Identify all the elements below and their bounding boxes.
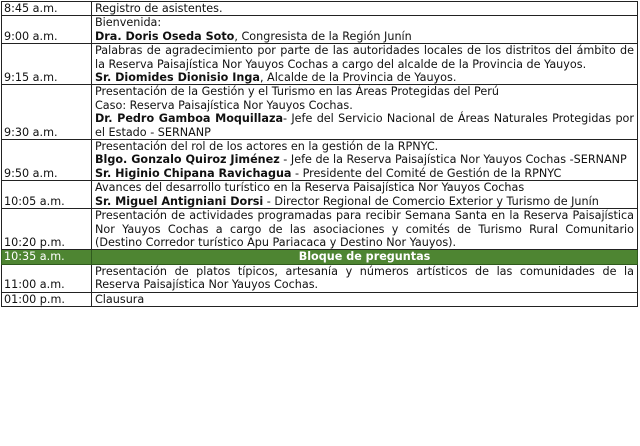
- activity-line: [95, 195, 634, 208]
- activity-cell: [92, 140, 638, 181]
- time-cell: 01:00 p.m.: [2, 292, 92, 306]
- activity-cell: [92, 209, 638, 250]
- speaker-name: Sr. Diomides Dionisio Inga: [95, 71, 260, 85]
- activity-line: [95, 209, 634, 249]
- schedule-row: [2, 140, 638, 181]
- speaker-name: Blgo. Gonzalo Quiroz Jiménez: [95, 153, 280, 167]
- activity-cell: [92, 2, 638, 16]
- speaker-name: Sr. Higinio Chipana Ravichagua: [95, 166, 292, 180]
- activity-line: [95, 71, 634, 84]
- activity-text: Caso: Reserva Paisajística Nor Yauyos Cochas.: [95, 98, 353, 112]
- activity-line: [95, 250, 634, 263]
- schedule-table: [1, 1, 638, 307]
- time-cell: 10:35 a.m.: [2, 250, 92, 264]
- activity-text: Bloque de preguntas: [298, 250, 431, 264]
- activity-cell: [92, 85, 638, 140]
- time-cell: 10:20 p.m.: [2, 209, 92, 250]
- activity-line: [95, 2, 634, 15]
- schedule-row: [2, 85, 638, 140]
- schedule-body: [2, 2, 638, 307]
- activity-cell: [92, 44, 638, 85]
- activity-line: [95, 99, 634, 112]
- activity-cell: [92, 16, 638, 44]
- activity-line: [95, 153, 634, 166]
- time-cell: 9:50 a.m.: [2, 140, 92, 181]
- activity-line: [95, 44, 634, 71]
- activity-text: Bienvenida:: [95, 16, 162, 30]
- activity-text: - Jefe de la Reserva Paisajística Nor Yauyos Cochas -SERNANP: [279, 153, 627, 167]
- activity-text: - Jefe del Servicio Nacional de Áreas Naturales Protegidas por el Estado - SERNANP: [95, 112, 634, 139]
- activity-line: [95, 140, 634, 153]
- speaker-name: Sr. Miguel Antigniani Dorsi: [95, 194, 264, 208]
- activity-cell: [92, 181, 638, 209]
- schedule-row: [2, 292, 638, 306]
- activity-text: Presentación del rol de los actores en la gestión de la RPNYC.: [95, 140, 439, 154]
- time-cell: 8:45 a.m.: [2, 2, 92, 16]
- activity-text: Palabras de agradecimiento por parte de las autoridades locales de los distritos del ámbito de la Reserva Paisajística Nor Yauyos Cochas a cargo del alcalde de la Provincia de Yauyos.: [95, 44, 634, 71]
- activity-cell: [92, 292, 638, 306]
- activity-text: Avances del desarrollo turístico en la Reserva Paisajística Nor Yauyos Cochas: [95, 181, 525, 195]
- time-cell: 11:00 a.m.: [2, 264, 92, 292]
- activity-line: [95, 265, 634, 292]
- schedule-row: [2, 264, 638, 292]
- schedule-row: [2, 2, 638, 16]
- activity-text: - Presidente del Comité de Gestión de la RPNYC: [291, 166, 562, 180]
- activity-line: [95, 112, 634, 139]
- activity-text: Registro de asistentes.: [95, 2, 223, 15]
- activity-cell: [92, 264, 638, 292]
- speaker-name: Dr. Pedro Gamboa Moquillaza: [95, 112, 283, 126]
- activity-line: [95, 181, 634, 194]
- activity-line: [95, 30, 634, 43]
- speaker-name: Dra. Doris Oseda Soto: [95, 29, 235, 43]
- activity-text: - Director Regional de Comercio Exterior y Turismo de Junín: [263, 194, 599, 208]
- activity-text: , Congresista de la Región Junín: [234, 29, 412, 43]
- activity-line: [95, 293, 634, 306]
- activity-text: , Alcalde de la Provincia de Yauyos.: [259, 71, 457, 85]
- activity-text: Clausura: [95, 292, 145, 306]
- activity-text: Presentación de actividades programadas para recibir Semana Santa en la Reserva Paisajística Nor Yauyos Cochas a cargo de las asociaciones y comités de Turismo Rural Comunitario (Destino Corredor turístico Apu Pariacaca y Destino Nor Yauyos).: [95, 209, 634, 249]
- time-cell: 10:05 a.m.: [2, 181, 92, 209]
- activity-line: [95, 85, 634, 98]
- schedule-row: [2, 209, 638, 250]
- activity-cell: [92, 250, 638, 264]
- schedule-row: [2, 44, 638, 85]
- schedule-row: [2, 16, 638, 44]
- time-cell: 9:00 a.m.: [2, 16, 92, 44]
- schedule-row: [2, 250, 638, 264]
- schedule-row: [2, 181, 638, 209]
- time-cell: 9:15 a.m.: [2, 44, 92, 85]
- activity-text: Presentación de la Gestión y el Turismo en las Áreas Protegidas del Perú: [95, 85, 499, 99]
- activity-text: Presentación de platos típicos, artesanía y números artísticos de las comunidades de la Reserva Paisajística Nor Yauyos Cochas.: [95, 264, 634, 292]
- time-cell: 9:30 a.m.: [2, 85, 92, 140]
- activity-line: [95, 167, 634, 180]
- activity-line: [95, 16, 634, 29]
